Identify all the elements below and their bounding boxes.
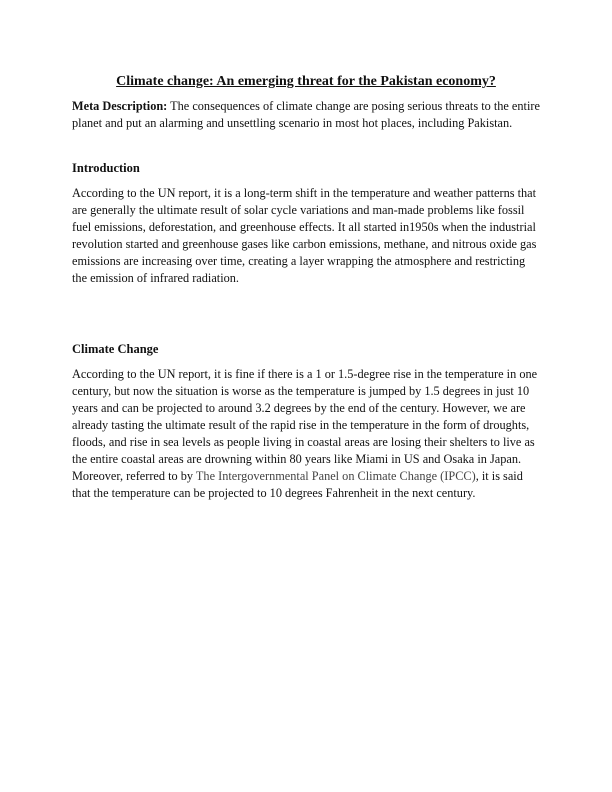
ipcc-reference-link[interactable]: The Intergovernmental Panel on Climate Change (IPCC) [195,469,476,483]
section-body-introduction: According to the UN report, it is a long-term shift in the temperature and weather patterns that are generally the ultimate result of solar cycle variations and man-made problems like fossil fuel emissions, deforestation, and greenhouse effects. It all started in1950s when the industrial revolution started and greenhouse gases like carbon emissions, methane, and nitrous oxide gas emissions are increasing over time, creating a layer wrapping the atmosphere and restricting the emission of infrared radiation. [72,186,537,285]
section-heading-climate-change: Climate Change [72,342,159,356]
meta-description-text: The consequences of climate change are posing serious threats to the entire planet and put an alarming and unsettling scenario in most hot places, including Pakistan. [72,99,540,130]
document-title: Climate change: An emerging threat for the Pakistan economy? [116,74,496,89]
section-body-climate-change [72,366,542,502]
climate-body-text-end: , it is said that the temperature can be projected to 10 degrees Fahrenheit in the next century. [72,469,523,500]
section-heading-introduction: Introduction [72,161,140,175]
meta-description [72,98,542,132]
climate-body-text-start: According to the UN report, it is fine if there is a 1 or 1.5-degree rise in the temperature in one century, but now the situation is worse as the temperature is jumped by 1.5 degrees in just 10 years and can be projected to around 3.2 degrees by the end of the century. However, we are already tasting the ultimate result of the rapid rise in the temperature in the form of droughts, floods, and rise in sea levels as people living in coastal areas are losing their shelters to live as the entire coastal areas are drowning within 80 years like Miami in US and Osaka in Japan. Moreover, referred to by [72,367,538,483]
meta-description-label: Meta Description: [72,99,168,113]
